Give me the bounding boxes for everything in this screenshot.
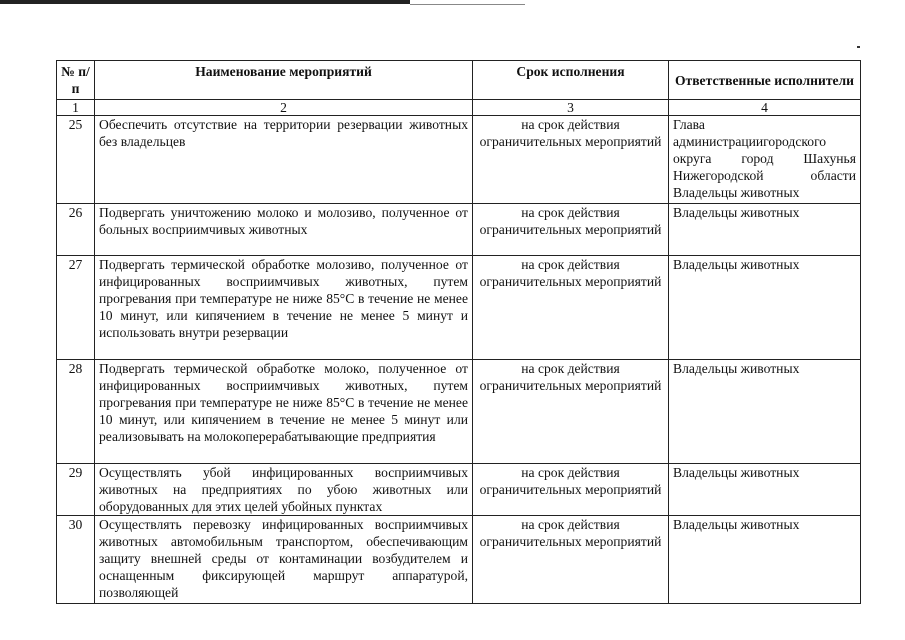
measure-name: Подвергать термической обработке молоко, полученное от инфицированных восприимчивых животных, путем прогревания при температуре не ниже 85°С в течение не менее 10 минут, или кипячением в течение не менее 5 минут или реализовывать на молокоперерабатывающие предприятия <box>95 360 473 464</box>
index-cell: 3 <box>473 100 669 116</box>
table-header-row <box>57 61 861 100</box>
measure-responsible: Глава администрациигородского округа город Шахунья Нижегородской области Владельцы животных <box>669 116 861 204</box>
measure-responsible: Владельцы животных <box>669 516 861 604</box>
measure-term: на срок действия ограничительных мероприятий <box>473 464 669 516</box>
table-row <box>57 204 861 256</box>
row-number: 29 <box>57 464 95 516</box>
header-term: Срок исполнения <box>473 61 669 100</box>
table-row <box>57 516 861 604</box>
measure-name: Обеспечить отсутствие на территории резервации животных без владельцев <box>95 116 473 204</box>
header-number: № п/п <box>57 61 95 100</box>
row-number: 26 <box>57 204 95 256</box>
measure-term: на срок действия ограничительных мероприятий <box>473 204 669 256</box>
row-number: 30 <box>57 516 95 604</box>
table-row <box>57 116 861 204</box>
measure-responsible: Владельцы животных <box>669 256 861 360</box>
header-name: Наименование мероприятий <box>95 61 473 100</box>
index-cell: 1 <box>57 100 95 116</box>
measure-name: Осуществлять перевозку инфицированных восприимчивых животных автомобильным транспортом, обеспечивающим защиту внешней среды от контаминации возбудителем и оснащенным фиксирующей маршрут аппаратурой, позволяющей <box>95 516 473 604</box>
measure-term: на срок действия ограничительных мероприятий <box>473 116 669 204</box>
measure-responsible: Владельцы животных <box>669 360 861 464</box>
row-number: 25 <box>57 116 95 204</box>
measure-term: на срок действия ограничительных мероприятий <box>473 360 669 464</box>
measure-name: Подвергать термической обработке молозиво, полученное от инфицированных восприимчивых животных, путем прогревания при температуре не ниже 85°С в течение не менее 10 минут, или кипячением в течение не менее 5 минут и использовать внутри резервации <box>95 256 473 360</box>
measure-name: Осуществлять убой инфицированных восприимчивых животных на предприятиях по убою животных или оборудованных для этих целей убойных пунктах <box>95 464 473 516</box>
scan-speck <box>857 46 860 48</box>
table-row <box>57 360 861 464</box>
measure-responsible: Владельцы животных <box>669 464 861 516</box>
measure-term: на срок действия ограничительных мероприятий <box>473 516 669 604</box>
measure-term: на срок действия ограничительных мероприятий <box>473 256 669 360</box>
table-row <box>57 256 861 360</box>
row-number: 28 <box>57 360 95 464</box>
scan-edge-mark <box>410 4 525 5</box>
row-number: 27 <box>57 256 95 360</box>
header-responsible: Ответственные исполнители <box>669 61 861 100</box>
measure-name: Подвергать уничтожению молоко и молозиво, полученное от больных восприимчивых животных <box>95 204 473 256</box>
measures-table <box>56 60 861 604</box>
table-row <box>57 464 861 516</box>
scan-edge-mark <box>0 0 410 4</box>
column-index-row <box>57 100 861 116</box>
index-cell: 2 <box>95 100 473 116</box>
measure-responsible: Владельцы животных <box>669 204 861 256</box>
index-cell: 4 <box>669 100 861 116</box>
